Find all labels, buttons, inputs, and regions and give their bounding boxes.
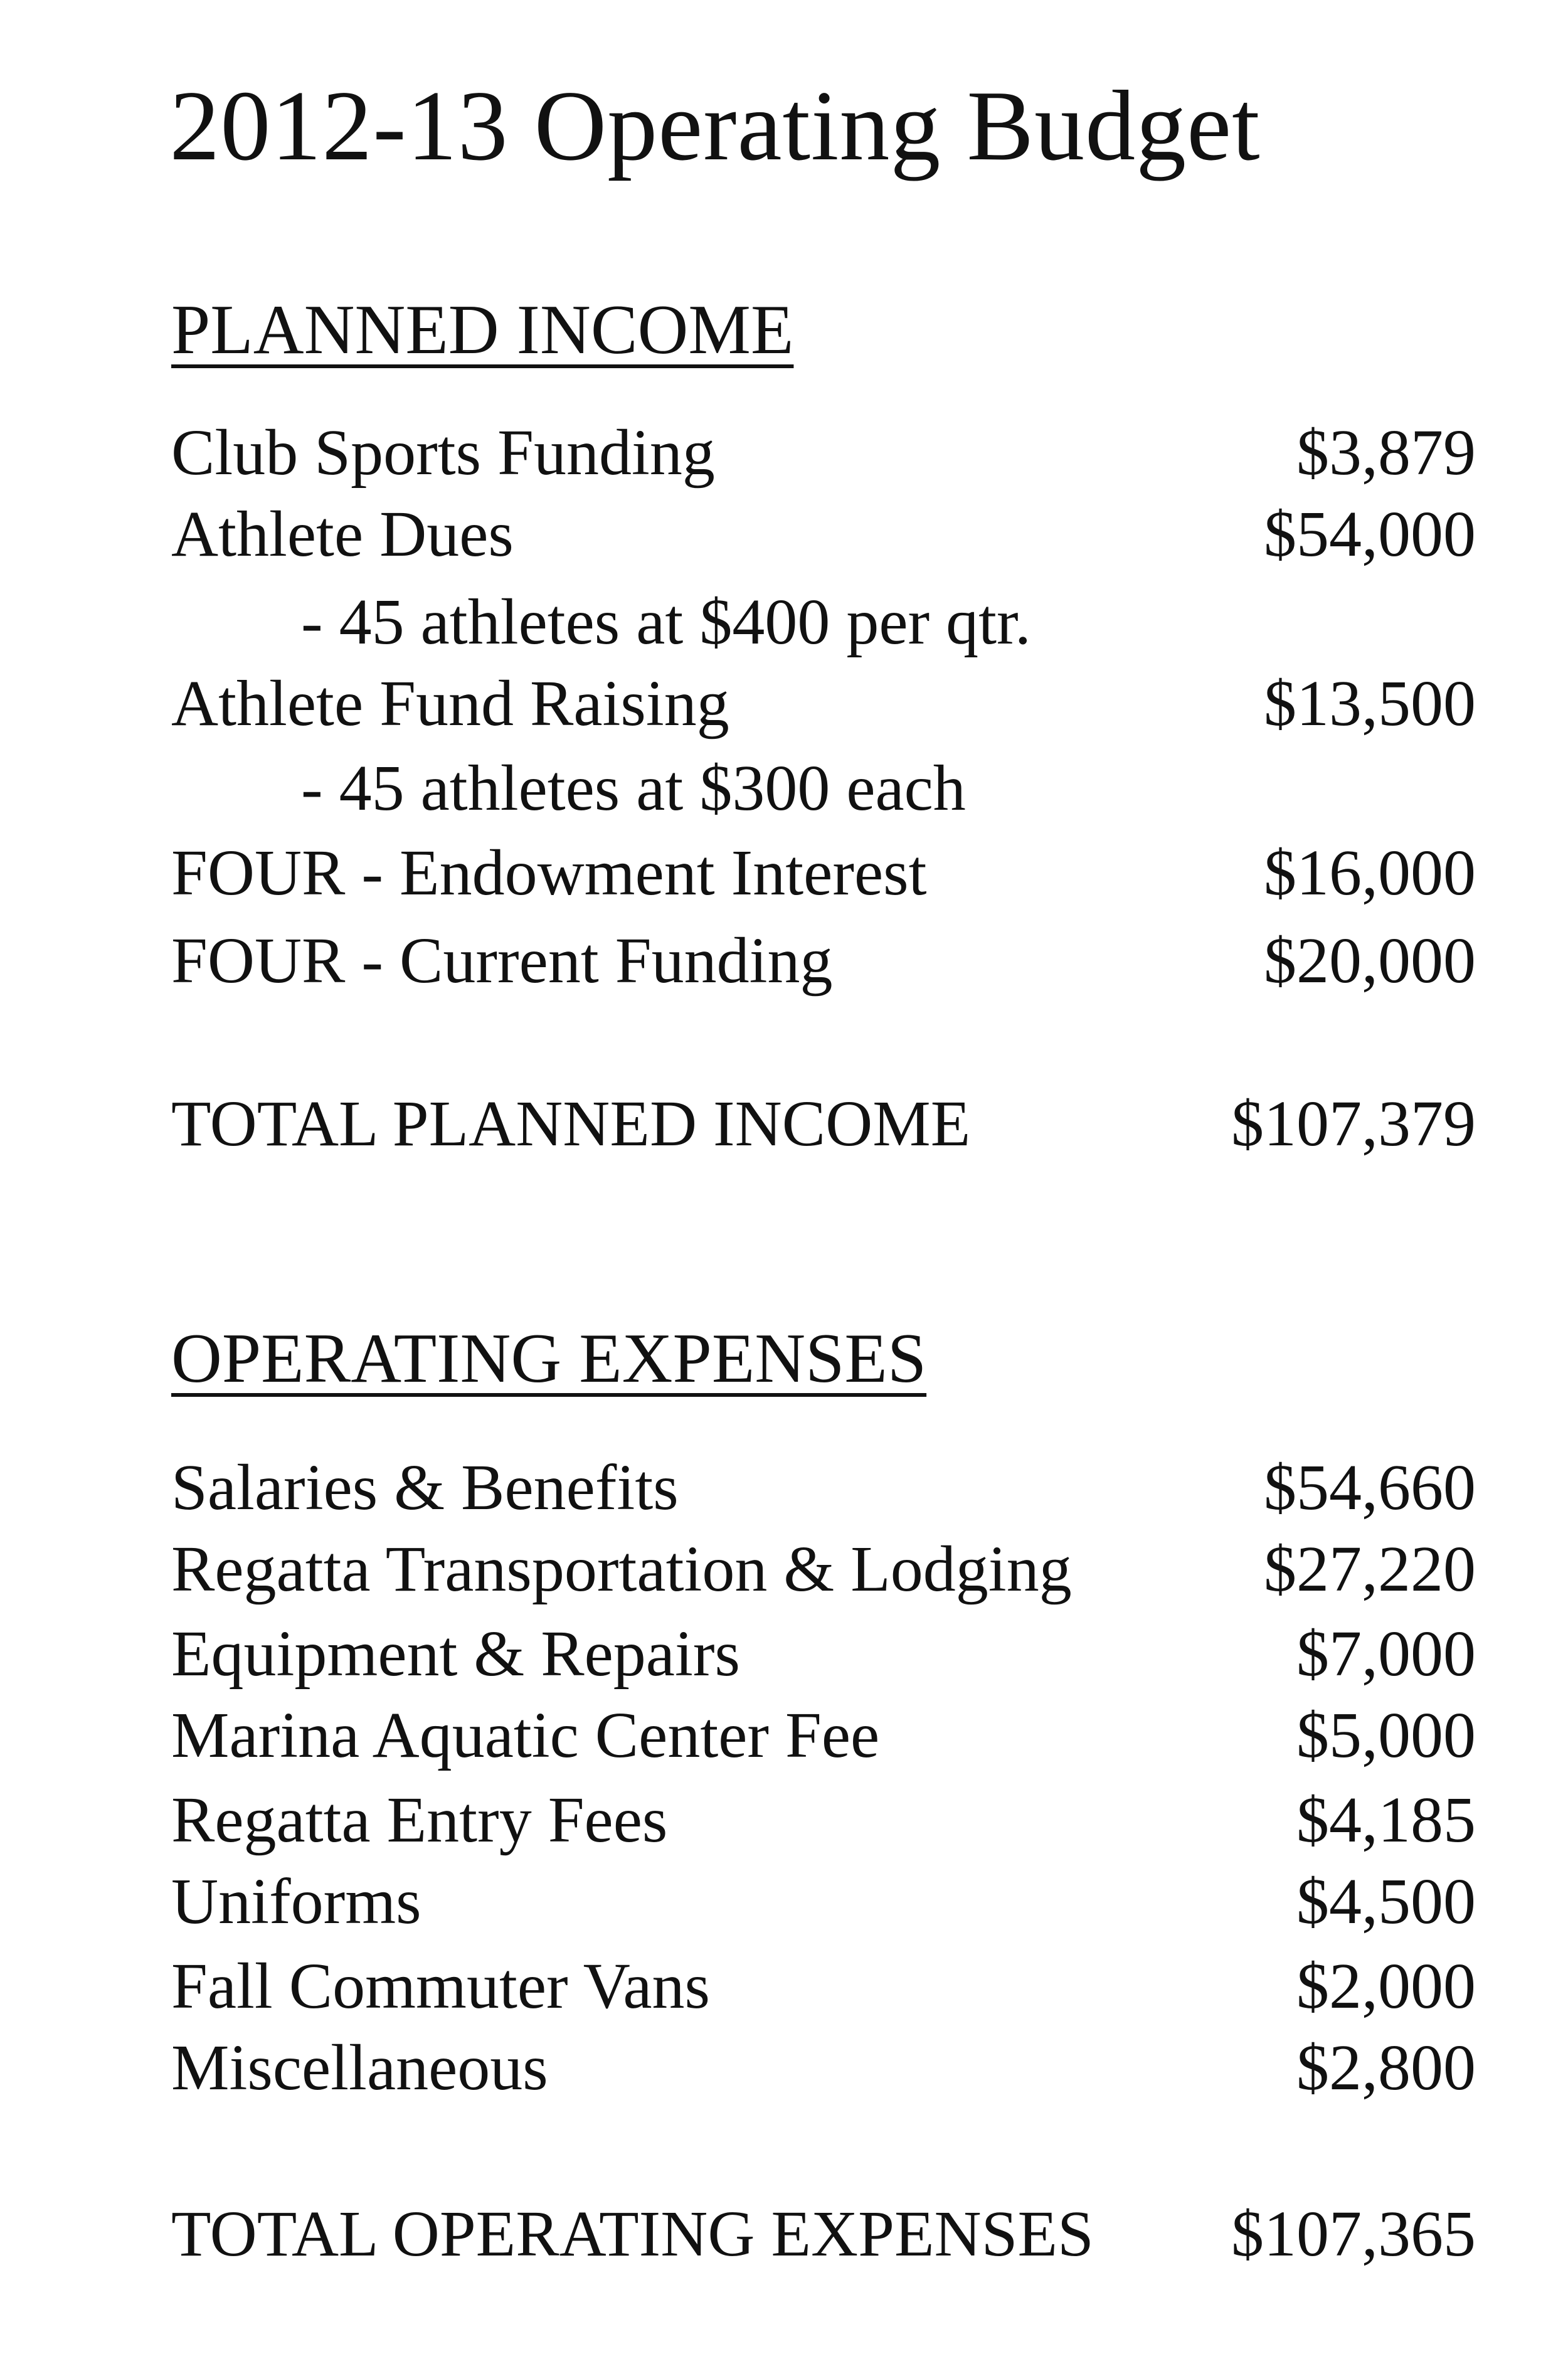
income-amount: $54,000 xyxy=(1264,498,1476,570)
income-label: Club Sports Funding xyxy=(171,416,715,489)
expenses-total-label: TOTAL OPERATING EXPENSES xyxy=(171,2198,1094,2270)
expense-label: Regatta Transportation & Lodging xyxy=(171,1533,1072,1605)
income-total-row xyxy=(171,1088,1476,1173)
income-row-endowment xyxy=(171,837,1476,922)
expenses-total-row xyxy=(171,2198,1476,2283)
expense-amount: $7,000 xyxy=(1296,1618,1476,1690)
expense-row-salaries xyxy=(171,1451,1476,1537)
income-total-label: TOTAL PLANNED INCOME xyxy=(171,1088,971,1160)
expense-amount: $2,000 xyxy=(1296,1950,1476,2022)
income-total-amount: $107,379 xyxy=(1231,1088,1476,1160)
expense-label: Salaries & Benefits xyxy=(171,1451,679,1524)
expense-label: Uniforms xyxy=(171,1865,421,1937)
expense-row-entry-fees xyxy=(171,1784,1476,1869)
expenses-total-amount: $107,365 xyxy=(1231,2198,1476,2270)
income-label: Athlete Fund Raising xyxy=(171,667,729,739)
income-amount: $16,000 xyxy=(1264,837,1476,909)
income-heading: PLANNED INCOME xyxy=(171,291,794,369)
income-label: Athlete Dues xyxy=(171,498,514,570)
income-amount: $3,879 xyxy=(1296,416,1476,489)
expense-label: Equipment & Repairs xyxy=(171,1618,740,1690)
expense-amount: $4,500 xyxy=(1296,1865,1476,1937)
income-row-club-sports xyxy=(171,416,1476,502)
expense-label: Marina Aquatic Center Fee xyxy=(171,1699,880,1771)
income-label: FOUR - Current Funding xyxy=(171,925,833,997)
expense-label: Miscellaneous xyxy=(171,2032,548,2104)
expense-row-marina-fee xyxy=(171,1699,1476,1784)
expense-amount: $2,800 xyxy=(1296,2032,1476,2104)
page-title: 2012-13 Operating Budget xyxy=(169,70,1261,181)
expense-amount: $4,185 xyxy=(1296,1784,1476,1856)
expense-label: Regatta Entry Fees xyxy=(171,1784,668,1856)
income-amount: $13,500 xyxy=(1264,667,1476,739)
income-row-current-funding xyxy=(171,925,1476,1010)
income-amount: $20,000 xyxy=(1264,925,1476,997)
expense-amount: $27,220 xyxy=(1264,1533,1476,1605)
expense-amount: $5,000 xyxy=(1296,1699,1476,1771)
expenses-heading: OPERATING EXPENSES xyxy=(171,1320,927,1397)
income-row-athlete-dues xyxy=(171,498,1476,583)
expense-row-equipment xyxy=(171,1618,1476,1703)
expense-row-commuter-vans xyxy=(171,1950,1476,2035)
income-note-fund-raising: - 45 athletes at $300 each xyxy=(301,752,966,824)
expense-amount: $54,660 xyxy=(1264,1451,1476,1524)
income-row-fund-raising xyxy=(171,667,1476,753)
income-label: FOUR - Endowment Interest xyxy=(171,837,927,909)
expense-row-transportation xyxy=(171,1533,1476,1618)
expense-row-miscellaneous xyxy=(171,2032,1476,2117)
income-note-athlete-dues: - 45 athletes at $400 per qtr. xyxy=(301,586,1031,658)
expense-label: Fall Commuter Vans xyxy=(171,1950,710,2022)
expense-row-uniforms xyxy=(171,1865,1476,1951)
